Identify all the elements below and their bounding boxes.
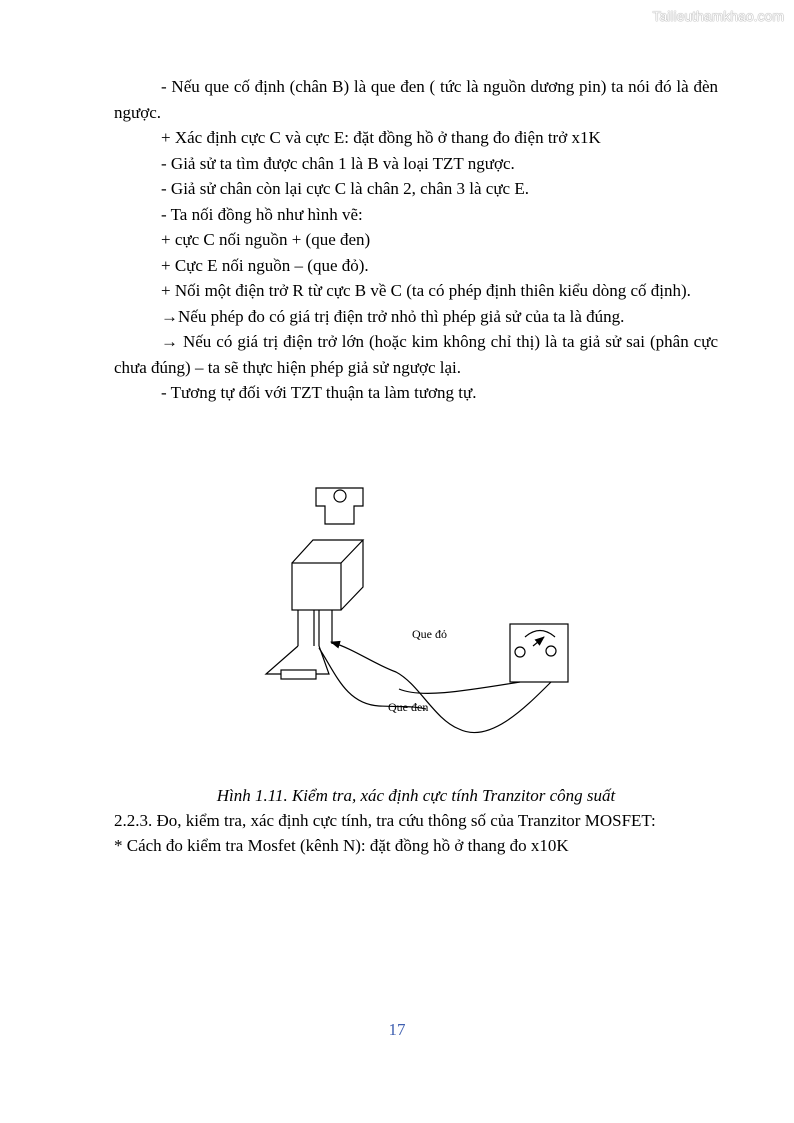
paragraph-1: - Nếu que cố định (chân B) là que đen ( tức là nguồn dương pin) ta nói đó là đèn ngược.	[114, 77, 718, 122]
meter-needle	[533, 637, 544, 646]
red-probe-wire	[399, 682, 520, 693]
paragraph-4: - Giả sử chân còn lại cực C là chân 2, chân 3 là cực E.	[161, 179, 529, 198]
paragraph-11: - Tương tự đối với TZT thuận ta làm tương tự.	[161, 383, 477, 402]
transistor-tab	[316, 488, 363, 524]
figure-drawing	[114, 474, 718, 774]
body-text	[114, 74, 718, 406]
paragraph-3: - Giả sử ta tìm được chân 1 là B và loại TZT ngược.	[161, 153, 515, 173]
transistor-body-top	[292, 540, 363, 563]
section-text	[114, 808, 718, 858]
black-probe-wire	[331, 642, 551, 733]
meter-terminal-left	[515, 647, 525, 657]
paragraph-9: →Nếu phép đo có giá trị điện trở nhỏ thì phép giả sử của ta là đúng.	[161, 306, 625, 326]
section-line: * Cách đo kiểm tra Mosfet (kênh N): đặt đồng hồ ở thang đo x10K	[114, 836, 569, 855]
meter-terminal-right	[546, 646, 556, 656]
page-number: 17	[388, 1020, 406, 1039]
paragraph-2: + Xác định cực C và cực E: đặt đồng hồ ở thang đo điện trở x1K	[161, 128, 601, 147]
label-black-probe: Que đen	[388, 700, 429, 714]
section-heading: 2.2.3. Đo, kiểm tra, xác định cực tính, tra cứu thông số của Tranzitor MOSFET:	[114, 811, 656, 830]
paragraph-10: → Nếu có giá trị điện trở lớn (hoặc kim không chỉ thị) là ta giả sử sai (phân cực chưa đúng) – ta sẽ thực hiện phép giả sử ngược lại.	[114, 332, 718, 377]
multimeter	[510, 624, 568, 682]
paragraph-6: + cực C nối nguồn + (que đen)	[161, 230, 371, 249]
resistor-icon	[281, 670, 316, 679]
transistor-body-side	[341, 540, 363, 610]
label-red-probe: Que đỏ	[412, 627, 447, 641]
watermark: Tailieuthamkhao.com	[652, 8, 784, 24]
transistor-body	[292, 563, 341, 610]
paragraph-5: - Ta nối đồng hồ như hình vẽ:	[161, 204, 363, 224]
paragraph-7: + Cực E nối nguồn – (que đỏ).	[161, 255, 369, 275]
tab-hole-icon	[334, 490, 346, 502]
meter-scale-arc	[525, 631, 555, 638]
transistor-test-figure	[114, 474, 718, 774]
figure-caption: Hình 1.11. Kiểm tra, xác định cực tính Tranzitor công suất	[216, 786, 616, 805]
paragraph-8: + Nối một điện trở R từ cực B về C (ta có phép định thiên kiểu dòng cố định).	[161, 281, 691, 300]
